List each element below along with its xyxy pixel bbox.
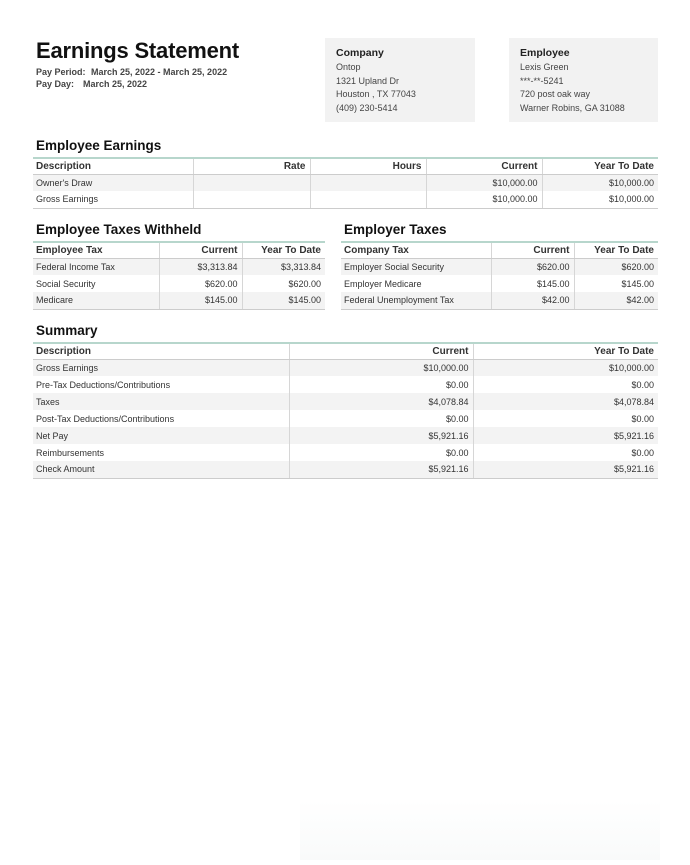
employee-heading: Employee [520, 47, 570, 59]
earnings-table [33, 157, 658, 209]
employee-address2: Warner Robins, GA 31088 [520, 102, 625, 113]
company-info-box [325, 38, 475, 122]
pay-day-value: March 25, 2022 [83, 78, 148, 89]
table-row [341, 275, 658, 292]
employer-taxes-header-row [341, 242, 658, 258]
cell-tax: Medicare [33, 292, 159, 309]
employee-ssn: ***-**-5241 [520, 75, 564, 86]
cell-ytd: $620.00 [242, 275, 325, 292]
pay-period-value: March 25, 2022 - March 25, 2022 [91, 67, 228, 77]
cell-ytd: $145.00 [574, 275, 658, 292]
employee-address1: 720 post oak way [520, 89, 591, 99]
employee-info-box [509, 38, 658, 122]
col-header-ytd: Year To Date [242, 242, 325, 258]
employee-taxes-table [33, 241, 325, 310]
summary-table [33, 342, 658, 479]
cell-current: $0.00 [289, 444, 473, 461]
col-header-rate: Rate [193, 158, 310, 174]
col-header-current: Current [289, 343, 473, 359]
cell-ytd: $5,921.16 [473, 427, 658, 444]
cell-current: $620.00 [159, 275, 242, 292]
cell-rate [193, 191, 310, 208]
cell-description: Check Amount [33, 461, 289, 478]
col-header-description: Description [33, 158, 193, 174]
cell-description: Post-Tax Deductions/Contributions [36, 413, 175, 424]
summary-header-row [33, 343, 658, 359]
cell-tax: Employer Medicare [344, 278, 422, 289]
col-header-employee-tax: Employee Tax [33, 242, 159, 258]
table-row [33, 393, 658, 410]
cell-description: Taxes [33, 393, 289, 410]
company-name: Ontop [336, 62, 361, 72]
cell-current: $5,921.16 [289, 461, 473, 478]
table-row [33, 461, 658, 478]
pay-day-line [36, 79, 227, 91]
earnings-title: Employee Earnings [36, 138, 162, 153]
cell-current: $3,313.84 [159, 258, 242, 275]
col-header-ytd: Year To Date [473, 343, 658, 359]
table-row [341, 292, 658, 309]
company-phone: (409) 230-5414 [336, 102, 398, 113]
company-address1: 1321 Upland Dr [336, 75, 400, 86]
table-row [33, 410, 658, 427]
col-header-description: Description [33, 343, 289, 359]
cell-ytd: $10,000.00 [542, 174, 658, 191]
cell-tax: Social Security [36, 278, 96, 289]
cell-ytd: $10,000.00 [473, 359, 658, 376]
cell-current: $0.00 [289, 376, 473, 393]
cell-ytd: $145.00 [242, 292, 325, 309]
cell-description: Reimbursements [36, 447, 105, 458]
cell-current: $620.00 [491, 258, 574, 275]
cell-ytd: $620.00 [574, 258, 658, 275]
company-heading: Company [336, 47, 384, 59]
cell-current: $145.00 [159, 292, 242, 309]
cell-ytd: $0.00 [473, 410, 658, 427]
company-address2: Houston , TX 77043 [336, 89, 416, 99]
cell-tax: Employer Social Security [341, 258, 491, 275]
cell-ytd: $10,000.00 [542, 191, 658, 208]
cell-rate [193, 174, 310, 191]
table-row [33, 427, 658, 444]
col-header-current: Current [159, 242, 242, 258]
table-row [33, 191, 658, 208]
col-header-ytd: Year To Date [542, 158, 658, 174]
employer-taxes-title: Employer Taxes [344, 222, 447, 237]
earnings-header-row [33, 158, 658, 174]
cell-description: Gross Earnings [33, 191, 193, 208]
cell-current: $10,000.00 [426, 191, 542, 208]
cell-ytd: $0.00 [473, 444, 658, 461]
table-row [33, 258, 325, 275]
summary-title: Summary [36, 323, 98, 338]
table-row [33, 359, 658, 376]
employer-taxes-table [341, 241, 658, 310]
col-header-company-tax: Company Tax [341, 242, 491, 258]
pay-period-line [36, 67, 227, 79]
table-row [33, 275, 325, 292]
pay-day-label: Pay Day: [36, 78, 75, 89]
table-row [341, 258, 658, 275]
page-title: Earnings Statement [36, 38, 240, 63]
employee-taxes-header-row [33, 242, 325, 258]
cell-hours [310, 191, 426, 208]
cell-ytd: $5,921.16 [473, 461, 658, 478]
table-row [33, 292, 325, 309]
table-row [33, 444, 658, 461]
cell-description: Gross Earnings [33, 359, 289, 376]
table-row [33, 376, 658, 393]
cell-ytd: $3,313.84 [242, 258, 325, 275]
cell-description: Owner's Draw [33, 174, 193, 191]
cell-current: $4,078.84 [289, 393, 473, 410]
cell-current: $5,921.16 [289, 427, 473, 444]
cell-current: $42.00 [491, 292, 574, 309]
cell-current: $145.00 [491, 275, 574, 292]
pay-info [36, 67, 227, 90]
col-header-current: Current [491, 242, 574, 258]
cell-ytd: $4,078.84 [473, 393, 658, 410]
cell-hours [310, 174, 426, 191]
cell-ytd: $0.00 [473, 376, 658, 393]
cell-current: $10,000.00 [289, 359, 473, 376]
col-header-hours: Hours [310, 158, 426, 174]
cell-tax: Federal Unemployment Tax [341, 292, 491, 309]
employee-name: Lexis Green [520, 62, 569, 72]
pay-period-label: Pay Period: [36, 67, 86, 77]
cell-description: Net Pay [33, 427, 289, 444]
cell-description: Pre-Tax Deductions/Contributions [36, 379, 171, 390]
col-header-current: Current [426, 158, 542, 174]
table-row [33, 174, 658, 191]
cell-current: $0.00 [289, 410, 473, 427]
employee-taxes-title: Employee Taxes Withheld [36, 222, 202, 237]
cell-tax: Federal Income Tax [33, 258, 159, 275]
scan-artifact [300, 800, 660, 860]
cell-ytd: $42.00 [574, 292, 658, 309]
col-header-ytd: Year To Date [574, 242, 658, 258]
cell-current: $10,000.00 [426, 174, 542, 191]
